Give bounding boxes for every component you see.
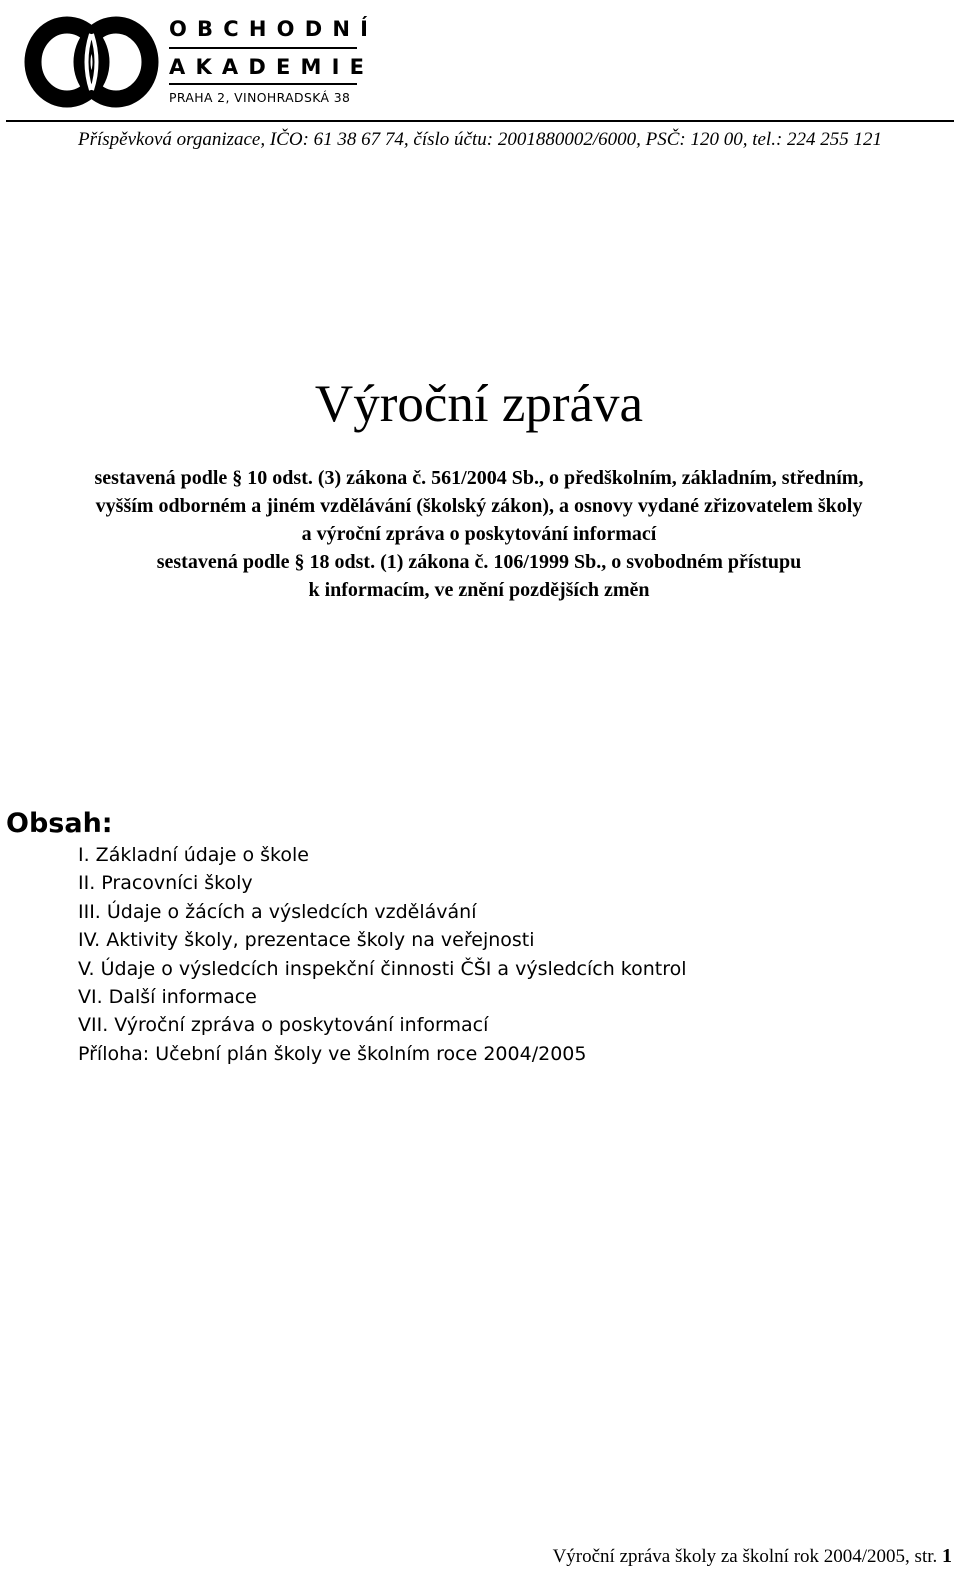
organization-info: Příspěvková organizace, IČO: 61 38 67 74, číslo účtu: 2001880002/6000, PSČ: 120 00, tel.: 224 255 121 (77, 129, 883, 150)
contents-list (78, 841, 687, 1068)
header-divider (6, 120, 954, 122)
interlocking-rings-logo-icon (22, 12, 162, 112)
school-logo (22, 12, 379, 112)
logo-divider (169, 47, 357, 49)
subtitle-line: vyšším odborném a jiném vzdělávání (školský zákon), a osnovy vydané zřizovatelem školy (95, 495, 863, 517)
contents-item: III. Údaje o žácích a výsledcích vzdělávání (78, 900, 477, 923)
contents-item: IV. Aktivity školy, prezentace školy na veřejnosti (78, 929, 535, 952)
contents-item: Příloha: Učební plán školy ve školním roce 2004/2005 (78, 1042, 587, 1065)
document-title: Výroční zpráva (314, 375, 644, 433)
logo-divider (169, 83, 357, 85)
page-footer (553, 1544, 952, 1569)
subtitle-line: k informacím, ve znění pozdějších změn (308, 579, 650, 601)
contents-heading: Obsah: (6, 808, 113, 839)
logo-address: PRAHA 2, VINOHRADSKÁ 38 (169, 90, 351, 105)
contents-item: I. Základní údaje o škole (78, 844, 309, 866)
contents-item: VI. Další informace (78, 986, 257, 1009)
subtitle-line: sestavená podle § 10 odst. (3) zákona č. 561/2004 Sb., o předškolním, základním, středním, (94, 467, 864, 489)
logo-text-line1: OBCHODNÍ (169, 17, 379, 41)
logo-text-line2: AKADEMIE (169, 55, 375, 79)
document-subtitle (0, 464, 958, 604)
contents-item: II. Pracovníci školy (78, 872, 253, 895)
contents-item: VII. Výroční zpráva o poskytování informací (78, 1014, 489, 1037)
page-number: 1 (942, 1545, 952, 1567)
subtitle-line: a výroční zpráva o poskytování informací (301, 523, 657, 545)
subtitle-line: sestavená podle § 18 odst. (1) zákona č. 106/1999 Sb., o svobodném přístupu (156, 551, 802, 573)
footer-text: Výroční zpráva školy za školní rok 2004/2005, str. (552, 1546, 942, 1567)
contents-item: V. Údaje o výsledcích inspekční činnosti ČŠI a výsledcích kontrol (78, 957, 687, 980)
